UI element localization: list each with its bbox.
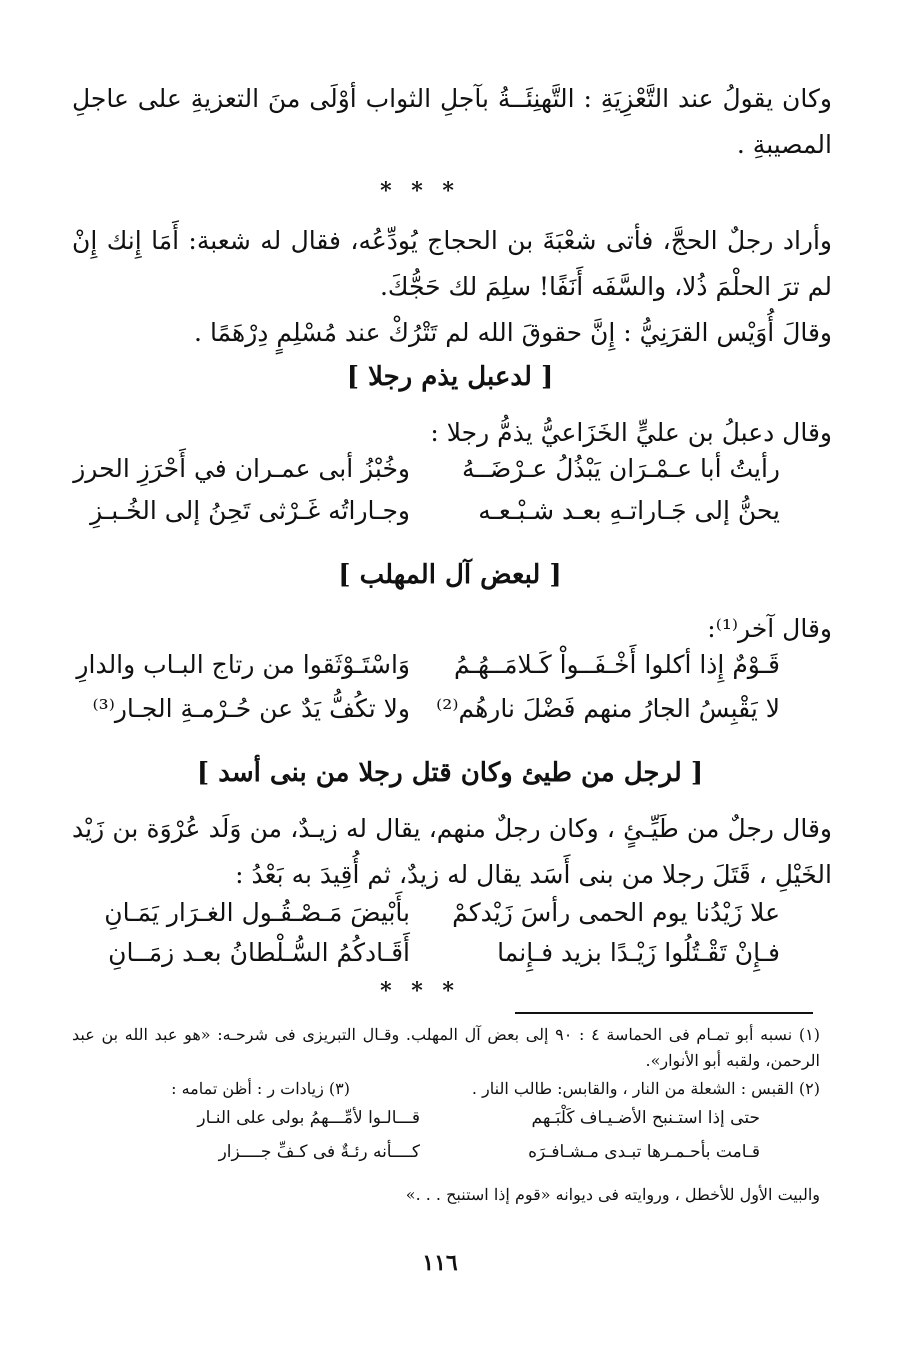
- footnote-3: (٣) زيادات ر : أظن تمامه :: [171, 1079, 350, 1098]
- footnote-2: (٢) القبس : الشعلة من النار ، والقابس: طالب النار .: [471, 1079, 820, 1098]
- verse-hemistich-first: حتى إذا استـنبح الأضـيـاف كَلْبَـهم: [531, 1108, 760, 1128]
- section-separator: * * *: [380, 978, 460, 1004]
- section-heading-dibil: [ لدعبل يذم رجلا ]: [346, 362, 554, 392]
- section-heading-tayy: [ لرجل من طيئ وكان قتل رجلا من بنى أسد ]: [196, 758, 704, 788]
- verse-hemistich-second: وَاسْتَـوْثَقوا من رتاج البـاب والدارِ: [76, 650, 410, 679]
- paragraph-uways: وقالَ أُوَيْس القرَنِيُّ : إِنَّ حقوقَ الله لم تَتْرُكْ عند مُسْلِمٍ دِرْهَمًا .: [194, 318, 832, 347]
- verse-hemistich-first: فـإِنْ تَقْـتُلُوا زَيْـدًا بزيد فـإِنما: [497, 938, 780, 967]
- verse-hemistich-first: قـامت بأحـمـرها تبـدى مـشـافـرَه: [528, 1142, 760, 1162]
- footnote-akhtal: والبيت الأول للأخطل ، وروايته فى ديوانه «قوم إذا استنبح . . .»: [405, 1185, 820, 1204]
- verse-hemistich-second: وجـاراتُه غَـرْثى تَحِنُ إلى الخُـبـزِ: [90, 496, 410, 525]
- footnote-verse-line: [120, 1108, 760, 1136]
- footnote-verse-line: [120, 1142, 760, 1170]
- verse-line: [90, 898, 780, 938]
- paragraph-dibil-intro: وقال دعبلُ بن عليٍّ الخَزَاعيُّ يذمُّ رجلا :: [430, 418, 832, 447]
- verse-hemistich-second: قـــالـوا لأمِّـــهمُ بولى على النـار: [197, 1108, 420, 1128]
- paragraph-condolence: وكان يقولُ عند التَّعْزِيَةِ : التَّهنِئَــةُ بآجلِ الثواب أوْلَى منَ التعزيةِ على عاجلِ المصيبةِ .: [72, 84, 832, 159]
- verse-hemistich-first: لا يَقْبِسُ الجارُ منهم فَضْلَ نارهُم⁽²⁾: [436, 694, 780, 723]
- verse-hemistich-first: علا زَيْدُنا يوم الحمى رأسَ زَيْدكمْ: [452, 898, 780, 927]
- section-separator: * * *: [380, 178, 460, 204]
- verse-hemistich-second: كــــأنه رئـةٌ فى كـفِّ جــــزار: [218, 1142, 420, 1162]
- verse-hemistich-first: رأيتُ أبا عـمْـرَان يَبْذُلُ عـرْضَــهُ: [461, 454, 780, 483]
- verse-hemistich-first: قَـوْمٌ إِذا أكلوا أَخْـفَــواْ كَـلامَــهُـمُ: [453, 650, 780, 679]
- verse-line: [90, 938, 780, 978]
- paragraph-shuba: وأراد رجلٌ الحجَّ، فأتى شعْبَةَ بن الحجاج يُودِّعُه، فقال له شعبة: أَمَا إِنك إِنْ لم ترَ الحلْمَ ذُلا، والسَّفَه أَنَفًا! سلِمَ لك حَجُّكَ.: [72, 226, 832, 301]
- paragraph-tayy-intro: وقال رجلٌ من طَيِّـئٍ ، وكان رجلٌ منهم، يقال له زيـدٌ، من وَلَد عُرْوَة بن زَيْد الخَيْلِ ، قَتَلَ رجلا من بنى أَسَد يقال له زيدٌ، ثم أُقِيدَ به بَعْدُ :: [72, 814, 832, 889]
- verse-hemistich-second: ولا تكُفُّ يَدٌ عن حُـرْمـةِ الجـار⁽³⁾: [92, 694, 410, 723]
- paragraph-akhar-intro: وقال آخر⁽¹⁾:: [707, 614, 832, 643]
- verse-hemistich-second: أَقَـادكُمُ السُّـلْطانُ بعـد زمَــانِ: [108, 938, 410, 967]
- verse-line: [90, 496, 780, 536]
- verse-line: [76, 650, 780, 690]
- footnote-1: (١) نسبه أبو تمـام فى الحماسة ٤ : ٩٠ إلى بعض آل المهلب. وقـال التبريزى فى شرحـه: «هو عبد الله بن عبد الرحمن، ولقبه أبو الأنوار».: [72, 1025, 821, 1070]
- verse-hemistich-second: بأَبْيضَ مَـصْـقُـول الغـرَار يَمَـانِ: [104, 898, 410, 927]
- verse-hemistich-first: يحنُّ إلى جَـاراتـهِ بعـد شـبْـعـه: [478, 496, 780, 525]
- verse-line: [90, 694, 780, 734]
- section-heading-muhallab: [ لبعض آل المهلب ]: [338, 560, 562, 590]
- footnote-rule: [515, 1012, 813, 1014]
- verse-line: [73, 454, 780, 494]
- verse-hemistich-second: وخُبْزُ أبى عمـران في أَحْرَزِ الحرز: [73, 454, 410, 483]
- page-number: ١١٦: [422, 1250, 458, 1276]
